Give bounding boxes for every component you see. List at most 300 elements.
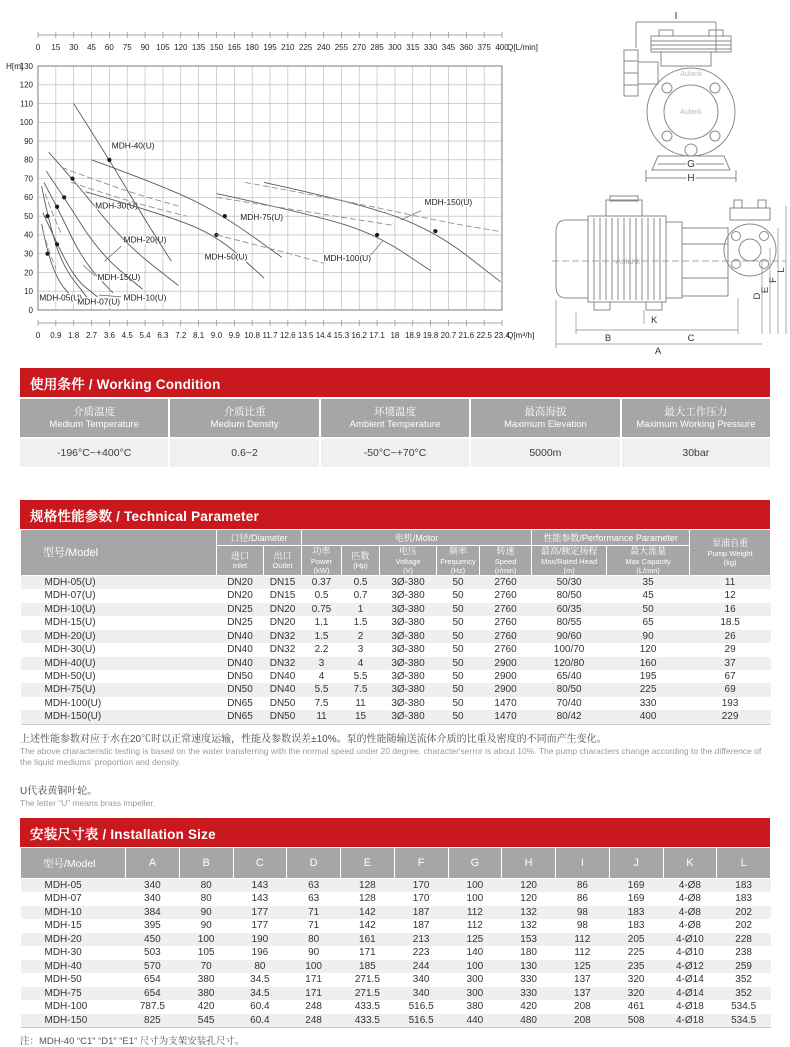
value-cell: 140: [466, 947, 484, 959]
value-cell: 248: [305, 1014, 322, 1026]
value-cell: 50: [452, 576, 464, 588]
value-cell: 34.5: [250, 987, 270, 999]
value-cell: 177: [251, 920, 269, 932]
curve-label: MDH-75(U): [240, 211, 284, 222]
bottom-axis-tick-label: 21.6: [458, 331, 475, 340]
value-cell: 60.4: [250, 1014, 270, 1026]
value-cell: 0.5: [353, 576, 368, 588]
section-title-working-condition: 使用条件 / Working Condition: [20, 368, 770, 397]
value-cell: DN40: [227, 644, 253, 656]
value-cell: 208: [574, 1014, 591, 1026]
table-row: [21, 919, 771, 932]
value-cell: 503: [144, 947, 161, 959]
value-cell: 112: [574, 947, 591, 959]
value-cell: 225: [639, 684, 657, 696]
col-header-weight: [690, 530, 771, 576]
model-cell: MDH-30: [44, 947, 82, 959]
value-cell: 2.2: [314, 644, 329, 656]
table-row: [21, 670, 771, 683]
value-cell: 142: [359, 920, 376, 932]
value-cell: 11: [355, 697, 366, 709]
value-cell: 380: [197, 987, 215, 999]
value-cell: 440: [466, 1014, 484, 1026]
col-header: [480, 546, 532, 576]
model-cell: MDH-40(U): [44, 657, 96, 669]
wc-col-header: [20, 399, 168, 437]
value-cell: 825: [144, 1014, 161, 1026]
bottom-axis-tick-label: 12.6: [280, 331, 296, 340]
col-header-line: Pump Weight: [707, 548, 753, 558]
installation-size-table: [20, 847, 771, 1028]
model-cell: MDH-20(U): [44, 630, 96, 642]
value-cell: 787.5: [139, 1001, 165, 1013]
side-dim-A: A: [654, 346, 662, 357]
top-axis-tick-label: 285: [370, 43, 384, 52]
col-header-A: A: [126, 848, 180, 879]
model-cell: MDH-100: [44, 1001, 88, 1013]
bottom-axis-tick-label: 15.3: [333, 331, 350, 340]
value-cell: 26: [724, 630, 736, 642]
bottom-axis-tick-label: 1.8: [68, 331, 80, 340]
col-header: [342, 546, 380, 576]
col-header: [380, 546, 437, 576]
installation-note: 注：MDH-40 “C1” “D1” “E1” 尺寸为支架安装孔尺寸。: [20, 1035, 245, 1047]
value-cell: 228: [735, 933, 752, 945]
value-cell: 0.75: [311, 603, 332, 615]
value-cell: 12: [724, 590, 736, 602]
side-dim-F: F: [768, 277, 779, 283]
value-cell: 120: [520, 893, 537, 905]
table-row: [21, 616, 771, 629]
top-axis-tick-label: 270: [352, 43, 366, 52]
bottom-axis-tick-label: 22.5: [476, 331, 492, 340]
value-cell: 80/50: [556, 590, 582, 602]
brand-logo: Aulank: [680, 71, 702, 78]
value-cell: 202: [735, 906, 752, 918]
col-header-H: H: [502, 848, 556, 879]
value-cell: 177: [251, 906, 269, 918]
value-cell: 153: [520, 933, 537, 945]
value-cell: 205: [627, 933, 645, 945]
value-cell: 2760: [494, 630, 517, 642]
model-cell: MDH-15(U): [44, 617, 96, 629]
value-cell: 50: [452, 711, 464, 723]
table-body: [21, 879, 771, 1028]
value-cell: 1470: [494, 697, 517, 709]
y-axis-title: H[m]: [6, 61, 24, 71]
col-header-model: 型号/Model: [21, 848, 126, 879]
value-cell: 352: [735, 987, 752, 999]
y-axis-tick-label: 20: [24, 268, 33, 278]
value-cell: 90: [200, 920, 212, 932]
value-cell: 15: [354, 711, 367, 723]
bottom-axis-tick-label: 7.2: [175, 331, 187, 340]
wc-col-header-en: Medium Temperature: [49, 419, 139, 431]
value-cell: 654: [144, 987, 161, 999]
value-cell: 196: [251, 947, 269, 959]
wc-col-header-en: Ambient Temperature: [349, 419, 441, 431]
value-cell: 50: [642, 603, 654, 615]
value-cell: 352: [735, 974, 752, 986]
value-cell: 2760: [494, 603, 517, 615]
value-cell: 7.5: [314, 697, 329, 709]
value-cell: 161: [359, 933, 376, 945]
rated-point: [375, 233, 379, 237]
value-cell: 229: [721, 711, 739, 723]
col-header-zh: 出口: [273, 550, 292, 561]
bottom-axis-tick-label: 11.7: [262, 331, 278, 340]
y-axis-tick-label: 100: [19, 118, 33, 128]
value-cell: 516.5: [408, 1014, 434, 1026]
y-axis-tick-label: 70: [24, 174, 33, 184]
side-dim-D: D: [752, 292, 763, 300]
value-cell: 235: [627, 960, 645, 972]
top-axis-tick-label: 90: [140, 43, 150, 52]
wc-col-header-en: Medium Density: [210, 419, 279, 431]
table-row: [21, 697, 771, 710]
y-axis-tick-label: 0: [28, 305, 33, 315]
value-cell: 137: [574, 974, 591, 986]
col-group-header: 口径/Diameter: [217, 530, 302, 546]
technical-notes: [20, 730, 770, 809]
value-cell: 7.5: [353, 684, 368, 696]
value-cell: DN25: [227, 617, 253, 629]
value-cell: 18.5: [720, 617, 740, 629]
value-cell: 5.5: [353, 670, 368, 682]
value-cell: 433.5: [354, 1001, 380, 1013]
value-cell: DN20: [269, 617, 296, 629]
top-axis-tick-label: 330: [423, 43, 438, 52]
value-cell: 3Ø-380: [391, 603, 425, 615]
value-cell: 380: [197, 974, 215, 986]
value-cell: 70: [200, 960, 212, 972]
front-drawing-lines: [624, 22, 736, 182]
top-axis-tick-label: 345: [441, 43, 456, 52]
value-cell: 120: [639, 644, 657, 656]
front-dim-G: G: [687, 159, 695, 170]
value-cell: 340: [412, 974, 430, 986]
top-axis-tick-label: 0: [35, 43, 41, 52]
col-header-zh: 频率: [449, 546, 468, 556]
value-cell: 170: [412, 880, 430, 891]
value-cell: DN50: [269, 697, 296, 709]
col-header: [217, 546, 264, 576]
value-cell: 37: [724, 657, 736, 669]
value-cell: 187: [412, 920, 430, 932]
top-axis-tick-label: 360: [459, 43, 473, 52]
wc-col-header-zh: 最大工作压力: [664, 406, 728, 418]
y-axis-tick-label: 10: [24, 287, 33, 297]
value-cell: 100/70: [553, 644, 585, 656]
value-cell: 90/60: [556, 630, 582, 642]
bottom-axis-tick-label: 10.8: [244, 331, 260, 340]
value-cell: 2900: [494, 670, 517, 682]
value-cell: 112: [574, 933, 591, 945]
value-cell: 202: [735, 920, 752, 932]
top-axis-tick-label: 240: [316, 43, 331, 52]
value-cell: 271.5: [354, 987, 380, 999]
col-header-en: Power: [310, 556, 333, 566]
bottom-axis-tick-label: 0: [35, 331, 41, 340]
front-dim-H: H: [687, 173, 695, 184]
y-axis-tick-label: 90: [24, 136, 33, 146]
pump-front-drawing: [596, 6, 786, 186]
value-cell: 183: [627, 920, 645, 932]
value-cell: 80: [254, 960, 266, 972]
value-cell: 16: [724, 603, 736, 615]
value-cell: 86: [576, 893, 588, 905]
top-axis-tick-label: 400: [495, 43, 509, 52]
wc-col-header-zh: 介质温度: [73, 406, 116, 418]
value-cell: 187: [412, 906, 430, 918]
bottom-axis-tick-label: 8.1: [193, 331, 205, 340]
value-cell: 90: [308, 947, 320, 959]
table-row: [21, 710, 771, 724]
col-header-G: G: [448, 848, 502, 879]
value-cell: DN40: [269, 670, 296, 682]
value-cell: 420: [520, 1001, 537, 1013]
value-cell: 11: [316, 711, 327, 723]
value-cell: 80: [200, 893, 212, 905]
col-header: [437, 546, 480, 576]
note-en: The letter “U” means brass impeller.: [20, 797, 156, 808]
value-cell: 3Ø-380: [391, 590, 425, 602]
model-cell: MDH-05(U): [44, 576, 96, 588]
col-header-model: 型号/Model: [21, 530, 217, 576]
value-cell: 90: [642, 630, 654, 642]
value-cell: 112: [466, 920, 483, 932]
working-condition-header: [20, 399, 770, 437]
value-cell: 50: [452, 590, 464, 602]
value-cell: 183: [735, 893, 752, 905]
table-row: [21, 1000, 771, 1013]
top-axis-tick-label: 165: [227, 43, 241, 52]
value-cell: 3: [357, 644, 364, 656]
table-row: [21, 683, 771, 696]
col-group-header: 电机/Motor: [302, 530, 532, 546]
value-cell: 4-Ø8: [678, 893, 701, 905]
value-cell: 65/40: [556, 670, 582, 682]
value-cell: DN40: [227, 657, 253, 669]
value-cell: 4: [318, 670, 325, 682]
table-row: [21, 892, 771, 905]
curve-label: MDH-50(U): [204, 251, 248, 262]
value-cell: 86: [576, 880, 588, 891]
rated-point: [107, 158, 111, 162]
top-axis-title: Q[L/min]: [507, 43, 538, 52]
installation-size-section: [20, 818, 770, 1047]
col-header: [607, 546, 690, 576]
wc-value: -50°C~+70°C: [321, 439, 469, 467]
table-row: [21, 630, 771, 643]
value-cell: 50: [452, 630, 464, 642]
col-header-zh: 最大流量: [630, 546, 667, 556]
y-axis-tick-label: 50: [24, 211, 33, 221]
value-cell: 3Ø-380: [391, 630, 425, 642]
value-cell: 169: [627, 880, 645, 891]
front-dim-I: I: [674, 11, 678, 22]
table-row: [21, 603, 771, 616]
col-header-unit: (Hz): [450, 565, 466, 575]
value-cell: 100: [466, 880, 484, 891]
model-cell: MDH-100(U): [44, 697, 102, 709]
value-cell: 2900: [494, 684, 517, 696]
top-axis-tick-label: 105: [156, 43, 170, 52]
value-cell: 180: [520, 947, 537, 959]
value-cell: 63: [308, 880, 320, 891]
value-cell: 50: [452, 697, 464, 709]
value-cell: 3: [318, 657, 325, 669]
table-row: [21, 879, 771, 893]
top-axis-tick-label: 60: [104, 43, 114, 52]
col-header-unit: (r/min): [494, 565, 517, 575]
value-cell: 3Ø-380: [391, 711, 425, 723]
table-row: [21, 657, 771, 670]
bottom-axis-tick-label: 16.2: [351, 331, 368, 340]
bottom-axis-tick-label: 5.4: [139, 331, 151, 340]
value-cell: 50/30: [556, 576, 582, 588]
value-cell: 4-Ø14: [675, 987, 704, 999]
col-header-J: J: [609, 848, 663, 879]
value-cell: 120/80: [553, 657, 585, 669]
value-cell: 29: [724, 644, 736, 656]
table-row: [21, 1014, 771, 1028]
bottom-axis-tick-label: 18.9: [404, 331, 421, 340]
rated-point: [70, 177, 74, 181]
value-cell: 100: [305, 960, 322, 972]
col-header-K: K: [663, 848, 717, 879]
pump-side-drawing: [548, 188, 790, 356]
table-row: [21, 946, 771, 959]
value-cell: 384: [144, 906, 161, 918]
col-header: [302, 546, 342, 576]
col-header-line: 泵浦自重: [712, 538, 749, 548]
value-cell: 395: [144, 920, 161, 932]
note-en: The above characteristic testing is based on the water transferring with the normal speed under 20 degree. character'serror is about 10%. The pump characters change according to the difference of the liquid mediums’ proportion and density.: [20, 745, 762, 767]
value-cell: 171: [305, 974, 322, 986]
value-cell: 4-Ø8: [678, 880, 701, 891]
wc-value: -196°C~+400°C: [20, 439, 168, 467]
top-axis-tick-label: 255: [334, 43, 349, 52]
value-cell: 185: [359, 960, 376, 972]
value-cell: 4-Ø18: [675, 1014, 704, 1026]
top-axis-tick-label: 150: [209, 43, 224, 52]
rated-point: [55, 205, 59, 209]
value-cell: 143: [251, 893, 269, 905]
value-cell: DN25: [227, 603, 253, 615]
wc-col-header: [321, 399, 469, 437]
value-cell: 654: [144, 974, 161, 986]
value-cell: 65: [642, 617, 654, 629]
value-cell: 570: [144, 960, 161, 972]
value-cell: 3Ø-380: [391, 657, 425, 669]
value-cell: 67: [724, 670, 736, 682]
col-header-unit: (V): [403, 565, 414, 575]
value-cell: 320: [627, 987, 645, 999]
value-cell: 80: [308, 933, 320, 945]
value-cell: 128: [359, 880, 376, 891]
technical-parameter-table: [20, 529, 771, 725]
note-zh: 上述性能参数对应于水在20℃时以正常速度运输，性能及参数误差±10%。泵的性能随输送流体介质的比重及密度的不同而产生变化。: [20, 733, 607, 745]
top-axis-tick-label: 30: [69, 43, 79, 52]
working-condition-values: [20, 439, 770, 467]
value-cell: 190: [251, 933, 269, 945]
value-cell: 461: [627, 1001, 645, 1013]
value-cell: 100: [466, 893, 484, 905]
value-cell: DN15: [269, 590, 296, 602]
value-cell: DN20: [227, 576, 253, 588]
performance-curve-chart: [2, 26, 550, 346]
value-cell: 63: [308, 893, 320, 905]
value-cell: 2900: [494, 657, 517, 669]
col-header-zh: 功率: [312, 546, 331, 556]
top-axis-tick-label: 135: [191, 43, 206, 52]
table-head: [21, 848, 771, 879]
curve-label: MDH-05(U): [39, 292, 83, 303]
curve-label: MDH-100(U): [323, 253, 372, 264]
model-cell: MDH-50(U): [44, 670, 96, 682]
table-row: [21, 906, 771, 919]
value-cell: 225: [627, 947, 645, 959]
table-row: [21, 933, 771, 946]
value-cell: 128: [359, 893, 376, 905]
rated-point: [45, 252, 49, 256]
col-header-unit: (Hp): [353, 561, 368, 571]
table-row: [21, 960, 771, 973]
col-header-en: Speed: [494, 556, 517, 566]
top-axis-tick-label: 120: [174, 43, 188, 52]
top-axis-tick-label: 300: [388, 43, 402, 52]
value-cell: 125: [466, 933, 484, 945]
bottom-axis-tick-label: 17.1: [369, 331, 385, 340]
bottom-axis-tick-label: 3.6: [103, 331, 115, 340]
col-group-header: 性能参数/Performance Parameter: [532, 530, 690, 546]
value-cell: 50: [452, 657, 464, 669]
top-axis-tick-label: 180: [245, 43, 259, 52]
top-axis-tick-label: 315: [406, 43, 420, 52]
wc-col-header-en: Maximum Working Pressure: [636, 419, 756, 431]
value-cell: 330: [520, 987, 537, 999]
value-cell: 545: [197, 1014, 215, 1026]
value-cell: 160: [639, 657, 657, 669]
value-cell: 80/42: [556, 711, 582, 723]
value-cell: DN15: [269, 576, 296, 588]
table-row: [21, 973, 771, 986]
section-title-installation-size: 安装尺寸表 / Installation Size: [20, 818, 770, 847]
col-header-F: F: [394, 848, 448, 879]
value-cell: 4-Ø8: [678, 906, 701, 918]
col-header-zh: 最高/额定扬程: [540, 546, 598, 556]
brand-logo: Aulank: [680, 109, 702, 116]
side-dim-L: L: [776, 267, 787, 273]
value-cell: 300: [466, 974, 484, 986]
curve-label: MDH-40(U): [111, 140, 155, 151]
col-header-zh: 进口: [230, 550, 249, 561]
value-cell: 34.5: [250, 974, 270, 986]
rated-point: [45, 214, 49, 218]
bottom-axis-tick-label: 0.9: [50, 331, 62, 340]
y-axis-tick-label: 110: [20, 99, 33, 109]
wc-col-header-en: Maximum Elevation: [503, 419, 587, 431]
value-cell: 98: [576, 920, 588, 932]
col-header-en: Inlet: [232, 561, 248, 571]
value-cell: 112: [466, 906, 483, 918]
col-header-zh: 转速: [496, 546, 515, 556]
model-cell: MDH-150(U): [44, 711, 102, 723]
y-axis-tick-label: 60: [24, 193, 33, 203]
value-cell: 1.5: [353, 617, 368, 629]
y-axis-tick-label: 80: [24, 155, 33, 165]
